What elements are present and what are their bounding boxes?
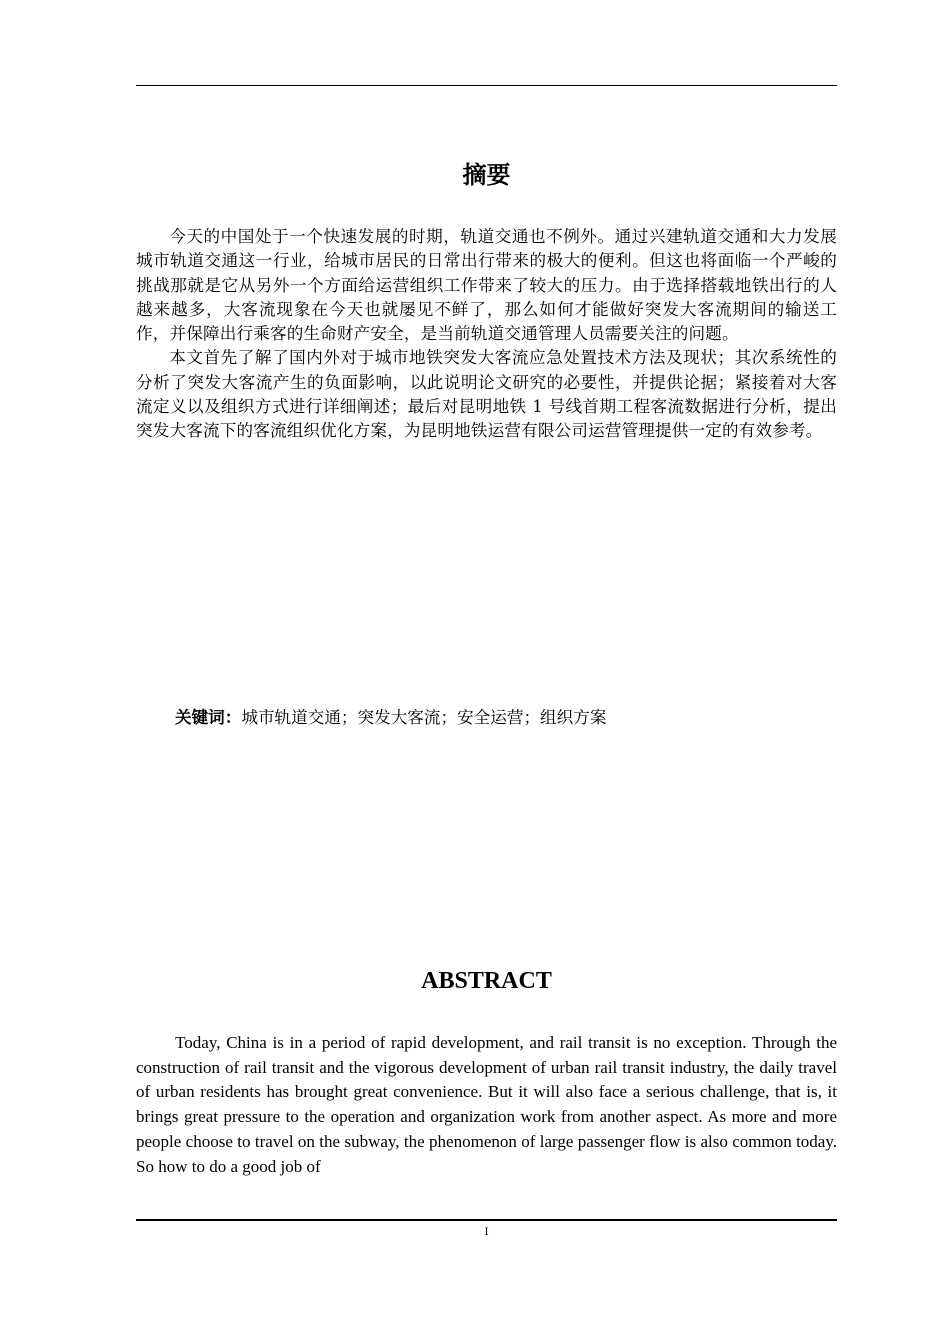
page-number: I [484, 1224, 489, 1238]
abstract-en-paragraph-1: Today, China is in a period of rapid development, and rail transit is no exception. Through the construction of rail transit and the vigorous development of urban rail transit industry, the daily travel of urban residents has brought great convenience. But it will also face a serious challenge, that is, it brings great pressure to the operation and organization work from another aspect. As more and more people choose to travel on the subway, the phenomenon of large passenger flow is also common today. So how to do a good job of [136, 1033, 837, 1176]
keywords-label: 关键词： [175, 708, 242, 727]
abstract-cn-title: 摘要 [462, 161, 511, 189]
abstract-cn-paragraph-1: 今天的中国处于一个快速发展的时期，轨道交通也不例外。通过兴建轨道交通和大力发展城市轨道交通这一行业，给城市居民的日常出行带来的极大的便利。但这也将面临一个严峻的挑战那就是它从另外一个方面给运营组织工作带来了较大的压力。由于选择搭载地铁出行的人越来越多，大客流现象在今天也就屡见不鲜了，那么如何才能做好突发大客流期间的输送工作，并保障出行乘客的生命财产安全，是当前轨道交通管理人员需要关注的问题。 [136, 227, 837, 344]
abstract-en-title: ABSTRACT [421, 968, 552, 994]
keywords-text: 城市轨道交通；突发大客流；安全运营；组织方案 [241, 708, 607, 727]
abstract-en-body [136, 1031, 837, 1179]
footer-rule [136, 1219, 837, 1221]
abstract-cn-paragraph-2: 本文首先了解了国内外对于城市地铁突发大客流应急处置技术方法及现状；其次系统性的分析了突发大客流产生的负面影响，以此说明论文研究的必要性，并提供论据；紧接着对大客流定义以及组织方式进行详细阐述；最后对昆明地铁 1 号线首期工程客流数据进行分析，提出突发大客流下的客流组织优化方案，为昆明地铁运营有限公司运营管理提供一定的有效参考。 [136, 348, 837, 441]
header-rule [136, 85, 837, 86]
keywords-line [175, 706, 837, 730]
abstract-cn-body [136, 225, 837, 444]
